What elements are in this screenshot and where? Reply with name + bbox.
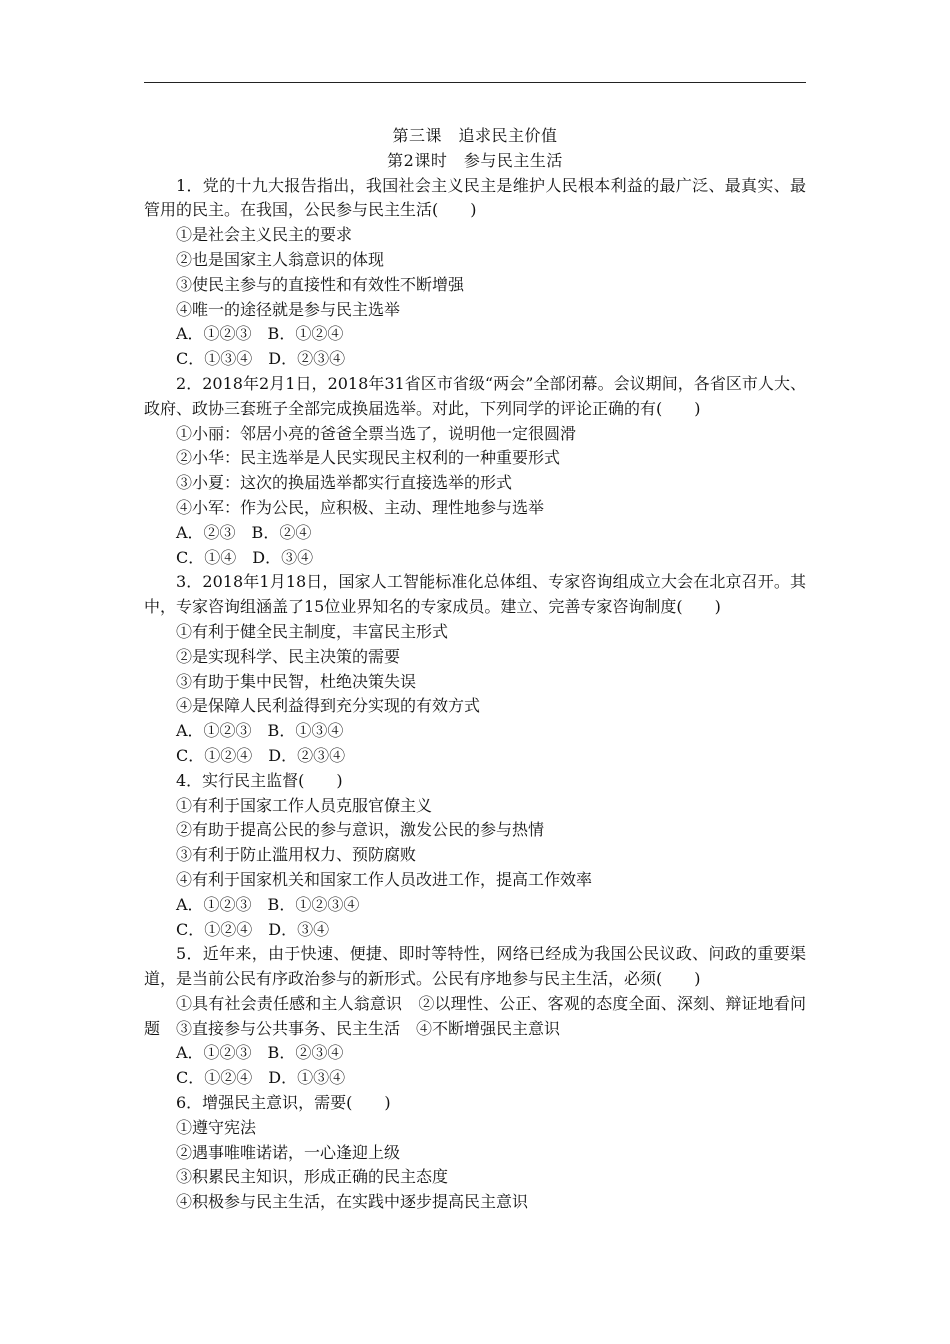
option: ③有助于集中民智，杜绝决策失误 bbox=[176, 671, 417, 691]
option-paragraph: ①具有社会责任感和主人翁意识 ②以理性、公正、客观的态度全面、深刻、辩证地看问题 ③直接参与公共事务、民主生活 ④不断增强民主意识 bbox=[144, 993, 806, 1038]
option: ④唯一的途径就是参与民主选举 bbox=[176, 299, 401, 319]
header-rule bbox=[144, 82, 806, 83]
option: ②有助于提高公民的参与意识，激发公民的参与热情 bbox=[176, 820, 545, 840]
option: ①有利于国家工作人员克服官僚主义 bbox=[176, 795, 433, 815]
question-1 bbox=[144, 174, 806, 372]
answer-choices: A．①②③ B．①②③④ bbox=[176, 894, 360, 914]
option: ①有利于健全民主制度，丰富民主形式 bbox=[176, 621, 449, 641]
option: ①遵守宪法 bbox=[176, 1117, 257, 1137]
question-5 bbox=[144, 942, 806, 1091]
question-stem: 4．实行民主监督( ) bbox=[176, 770, 343, 790]
answer-choices: C．①③④ D．②③④ bbox=[176, 349, 346, 369]
option: ③有利于防止滥用权力、预防腐败 bbox=[176, 845, 417, 865]
option: ④有利于国家机关和国家工作人员改进工作，提高工作效率 bbox=[176, 869, 593, 889]
question-2 bbox=[144, 372, 806, 570]
option: ④小军：作为公民，应积极、主动、理性地参与选举 bbox=[176, 497, 545, 517]
option: ③积累民主知识，形成正确的民主态度 bbox=[176, 1167, 449, 1187]
answer-choices: A．①②③ B．①②④ bbox=[176, 324, 344, 344]
answer-choices: C．①②④ D．②③④ bbox=[176, 745, 346, 765]
question-4 bbox=[144, 769, 806, 943]
question-stem: 5．近年来，由于快速、便捷、即时等特性，网络已经成为我国公民议政、问政的重要渠道，是当前公民有序政治参与的新形式。公民有序地参与民主生活，必须( ) bbox=[144, 944, 806, 989]
answer-choices: C．①②④ D．③④ bbox=[176, 919, 330, 939]
question-stem: 3．2018年1月18日，国家人工智能标准化总体组、专家咨询组成立大会在北京召开。其中，专家咨询组涵盖了15位业界知名的专家成员。建立、完善专家咨询制度( ) bbox=[144, 572, 806, 617]
question-stem: 1．党的十九大报告指出，我国社会主义民主是维护人民根本利益的最广泛、最真实、最管用的民主。在我国，公民参与民主生活( ) bbox=[144, 175, 806, 220]
option: ②是实现科学、民主决策的需要 bbox=[176, 646, 401, 666]
option: ②遇事唯唯诺诺，一心逢迎上级 bbox=[176, 1142, 401, 1162]
document-body bbox=[144, 124, 806, 1215]
question-3 bbox=[144, 570, 806, 768]
answer-choices: A．②③ B．②④ bbox=[176, 522, 312, 542]
option: ④是保障人民利益得到充分实现的有效方式 bbox=[176, 696, 481, 716]
section-title: 第2课时 参与民主生活 bbox=[387, 150, 563, 170]
option: ④积极参与民主生活，在实践中逐步提高民主意识 bbox=[176, 1192, 529, 1212]
option: ③小夏：这次的换届选举都实行直接选举的形式 bbox=[176, 473, 513, 493]
lesson-title: 第三课 追求民主价值 bbox=[392, 126, 558, 145]
option: ①是社会主义民主的要求 bbox=[176, 225, 353, 245]
option: ②也是国家主人翁意识的体现 bbox=[176, 249, 385, 269]
option: ①小丽：邻居小亮的爸爸全票当选了，说明他一定很圆滑 bbox=[176, 423, 577, 443]
question-6 bbox=[144, 1091, 806, 1215]
option: ③使民主参与的直接性和有效性不断增强 bbox=[176, 274, 465, 294]
answer-choices: A．①②③ B．②③④ bbox=[176, 1043, 344, 1063]
answer-choices: A．①②③ B．①③④ bbox=[176, 721, 344, 741]
question-stem: 6．增强民主意识，需要( ) bbox=[176, 1093, 391, 1113]
answer-choices: C．①④ D．③④ bbox=[176, 547, 314, 567]
answer-choices: C．①②④ D．①③④ bbox=[176, 1068, 346, 1088]
question-stem: 2．2018年2月1日，2018年31省区市省级“两会”全部闭幕。会议期间，各省区市人大、政府、政协三套班子全部完成换届选举。对此，下列同学的评论正确的有( ) bbox=[144, 373, 806, 418]
option: ②小华：民主选举是人民实现民主权利的一种重要形式 bbox=[176, 448, 561, 468]
